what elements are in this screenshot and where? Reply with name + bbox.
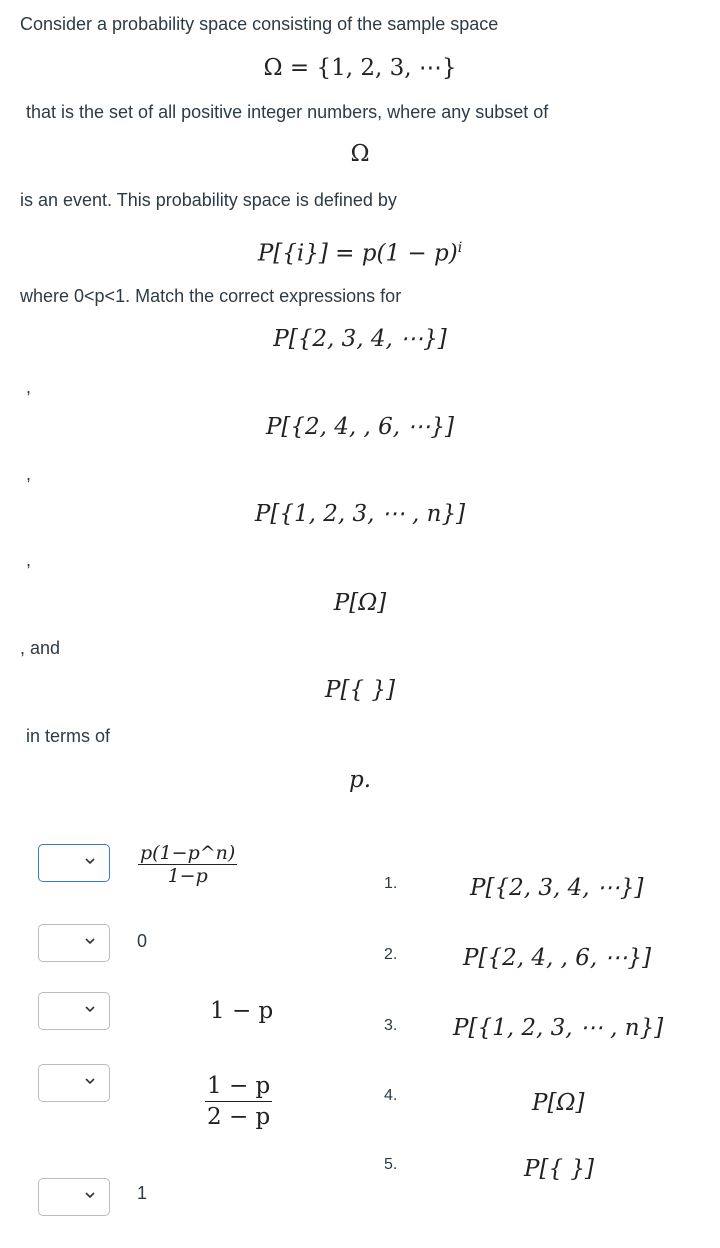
answer-dropdown-2[interactable] — [38, 924, 110, 962]
answer-option-3: 1 − p — [210, 998, 274, 1024]
expression-5: P[{ }] — [325, 677, 395, 703]
answer-dropdown-3[interactable] — [38, 992, 110, 1030]
item-expression-2: P[{2, 4, , 6, ⋯}] — [463, 945, 652, 971]
math-omega: Ω — [350, 141, 370, 167]
item-number-2: 2. — [384, 946, 398, 963]
item-number-3: 3. — [384, 1017, 398, 1034]
separator-3: , — [26, 550, 32, 570]
separator-4: , and — [20, 638, 61, 658]
item-number-5: 5. — [384, 1156, 398, 1173]
chevron-down-icon — [83, 934, 97, 948]
answer-option-4-denominator: 2 − p — [207, 1104, 271, 1130]
separator-2: , — [26, 464, 32, 484]
item-number-1: 1. — [384, 875, 398, 892]
answer-option-1-numerator: p(1−p^n) — [140, 842, 236, 864]
question-line-5: in terms of — [26, 726, 111, 746]
answer-dropdown-1[interactable] — [38, 844, 110, 882]
answer-option-4-numerator: 1 − p — [205, 1071, 272, 1102]
chevron-down-icon — [83, 1002, 97, 1016]
chevron-down-icon — [83, 1074, 97, 1088]
item-expression-4: P[Ω] — [532, 1090, 585, 1116]
answer-option-4 — [205, 1071, 272, 1132]
expression-3: P[{1, 2, 3, ⋯ , n}] — [254, 501, 466, 527]
item-expression-5: P[{ }] — [524, 1156, 594, 1182]
answer-option-1-denominator: 1−p — [167, 865, 208, 887]
answer-option-5: 1 — [137, 1183, 148, 1203]
question-line-2: that is the set of all positive integer numbers, where any subset of — [26, 102, 549, 122]
question-line-3: is an event. This probability space is defined by — [20, 190, 397, 210]
item-number-4: 4. — [384, 1087, 398, 1104]
math-omega-definition: Ω = {1, 2, 3, ⋯} — [263, 55, 457, 81]
math-p: p. — [348, 767, 372, 793]
separator-1: , — [26, 377, 32, 397]
answer-option-1 — [138, 842, 237, 887]
question-line-1: Consider a probability space consisting of the sample space — [20, 14, 499, 34]
item-expression-1: P[{2, 3, 4, ⋯}] — [470, 875, 644, 901]
expression-1: P[{2, 3, 4, ⋯}] — [273, 326, 447, 352]
chevron-down-icon — [83, 854, 97, 868]
question-line-4: where 0<p<1. Match the correct expressions for — [20, 286, 402, 306]
math-probability-definition: $P[\{i\}] = p(1 - p)^i$ — [257, 240, 463, 267]
expression-2: P[{2, 4, , 6, ⋯}] — [265, 414, 455, 440]
expression-4: P[Ω] — [333, 590, 387, 616]
chevron-down-icon — [83, 1188, 97, 1202]
answer-option-2: 0 — [137, 931, 148, 951]
answer-dropdown-5[interactable] — [38, 1178, 110, 1216]
item-expression-3: P[{1, 2, 3, ⋯ , n}] — [453, 1015, 664, 1041]
answer-dropdown-4[interactable] — [38, 1064, 110, 1102]
